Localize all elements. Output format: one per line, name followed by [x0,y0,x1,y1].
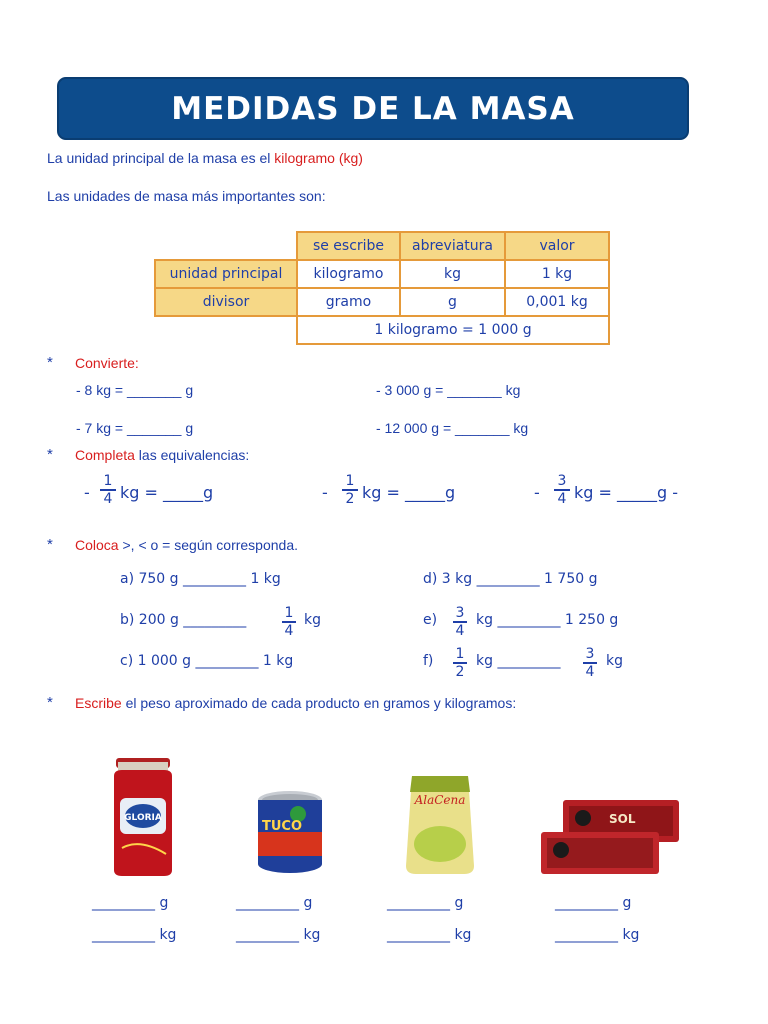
fraction [282,605,296,639]
table-cell: 0,001 kg [505,288,609,316]
compare-text: kg _________ [476,653,561,669]
exercise-item: - 3 000 g = _______ kg [376,382,521,398]
table-footer: 1 kilogramo = 1 000 g [297,316,609,344]
escribe-heading [75,695,516,711]
page-title: MEDIDAS DE LA MASA [171,90,575,127]
compare-item-a: a) 750 g _________ 1 kg [120,571,281,587]
completa-heading [75,447,249,463]
escribe-rest: el peso aproximado de cada producto en gramos y kilogramos: [121,695,517,711]
equivalence-text: kg = _____g [362,483,456,502]
fraction-numerator: 1 [455,646,465,662]
fraction-denominator: 4 [282,621,296,639]
fraction-denominator: 4 [554,489,570,507]
jam-jar-image [110,758,176,878]
chocolate-bars-image [539,798,681,878]
coloca-rest: >, < o = según corresponda. [118,537,298,553]
table-row-label: unidad principal [155,260,297,288]
compare-item-e: e) [423,612,438,628]
fraction-numerator: 3 [557,473,567,489]
table-header: se escribe [297,232,400,260]
mayo-brand-label: AlaCena [414,793,466,807]
units-table [154,231,610,345]
table-header: valor [505,232,609,260]
fraction-denominator: 4 [453,621,467,639]
answer-kilograms: _________ kg [236,927,321,943]
fraction [453,605,467,639]
table-cell: gramo [297,288,400,316]
completa-rest: las equivalencias: [134,447,250,463]
bullet-star: * [47,354,53,371]
fraction-numerator: 3 [455,605,465,621]
answer-kilograms: _________ kg [555,927,640,943]
exercise-item: - 8 kg = _______ g [76,382,194,398]
answer-grams: _________ g [387,895,464,911]
jam-brand-label: GLORIA [124,813,162,823]
fraction [453,646,467,680]
chocolate-brand-label: SOL [609,812,636,826]
table-corner [155,232,297,260]
table-row-label: divisor [155,288,297,316]
coloca-label: Coloca [75,537,119,553]
dash: - [84,483,90,502]
fraction-denominator: 4 [583,662,597,680]
fraction-denominator: 4 [100,489,116,507]
fraction-numerator: 1 [284,605,294,621]
table-cell: 1 kg [505,260,609,288]
compare-unit: kg [606,653,623,669]
fraction-numerator: 1 [103,473,113,489]
answer-grams: _________ g [236,895,313,911]
fraction [342,473,358,507]
equivalence-text: kg = _____g - [574,483,679,502]
table-cell: g [400,288,505,316]
table-corner [155,316,297,344]
exercise-item: - 7 kg = _______ g [76,420,194,436]
answer-grams: _________ g [555,895,632,911]
intro-unit: kilogramo (kg) [274,150,363,166]
fraction [100,473,116,507]
escribe-label: Escribe [75,695,122,711]
table-header: abreviatura [400,232,505,260]
compare-unit: kg [304,612,321,628]
exercise-item: - 12 000 g = _______ kg [376,420,529,436]
dash: - [322,483,328,502]
bullet-star: * [47,536,53,553]
coloca-heading [75,537,298,553]
intro-line-2: Las unidades de masa más importantes son: [47,188,326,204]
equivalence-text: kg = _____g [120,483,214,502]
compare-item-f: f) [423,653,434,669]
answer-grams: _________ g [92,895,169,911]
answer-kilograms: _________ kg [92,927,177,943]
table-cell: kilogramo [297,260,400,288]
compare-text: kg _________ 1 250 g [476,612,619,628]
title-banner [57,77,689,140]
fraction-numerator: 1 [345,473,355,489]
bullet-star: * [47,694,53,711]
convierte-label: Convierte: [75,355,139,371]
tuco-can-image [256,790,324,874]
fraction-numerator: 3 [585,646,595,662]
fraction-denominator: 2 [342,489,358,507]
intro-line-1 [47,150,363,166]
fraction [583,646,597,680]
mayonnaise-pouch-image [398,770,482,876]
completa-label: Completa [75,447,135,463]
dash: - [534,483,540,502]
compare-item-b: b) 200 g _________ [120,612,247,628]
compare-item-c: c) 1 000 g _________ 1 kg [120,653,294,669]
bullet-star: * [47,446,53,463]
fraction-denominator: 2 [453,662,467,680]
table-cell: kg [400,260,505,288]
intro-line-1-text: La unidad principal de la masa es el [47,150,275,166]
tuco-brand-label: TUCO [261,819,303,834]
answer-kilograms: _________ kg [387,927,472,943]
fraction [554,473,570,507]
compare-item-d: d) 3 kg _________ 1 750 g [423,571,598,587]
